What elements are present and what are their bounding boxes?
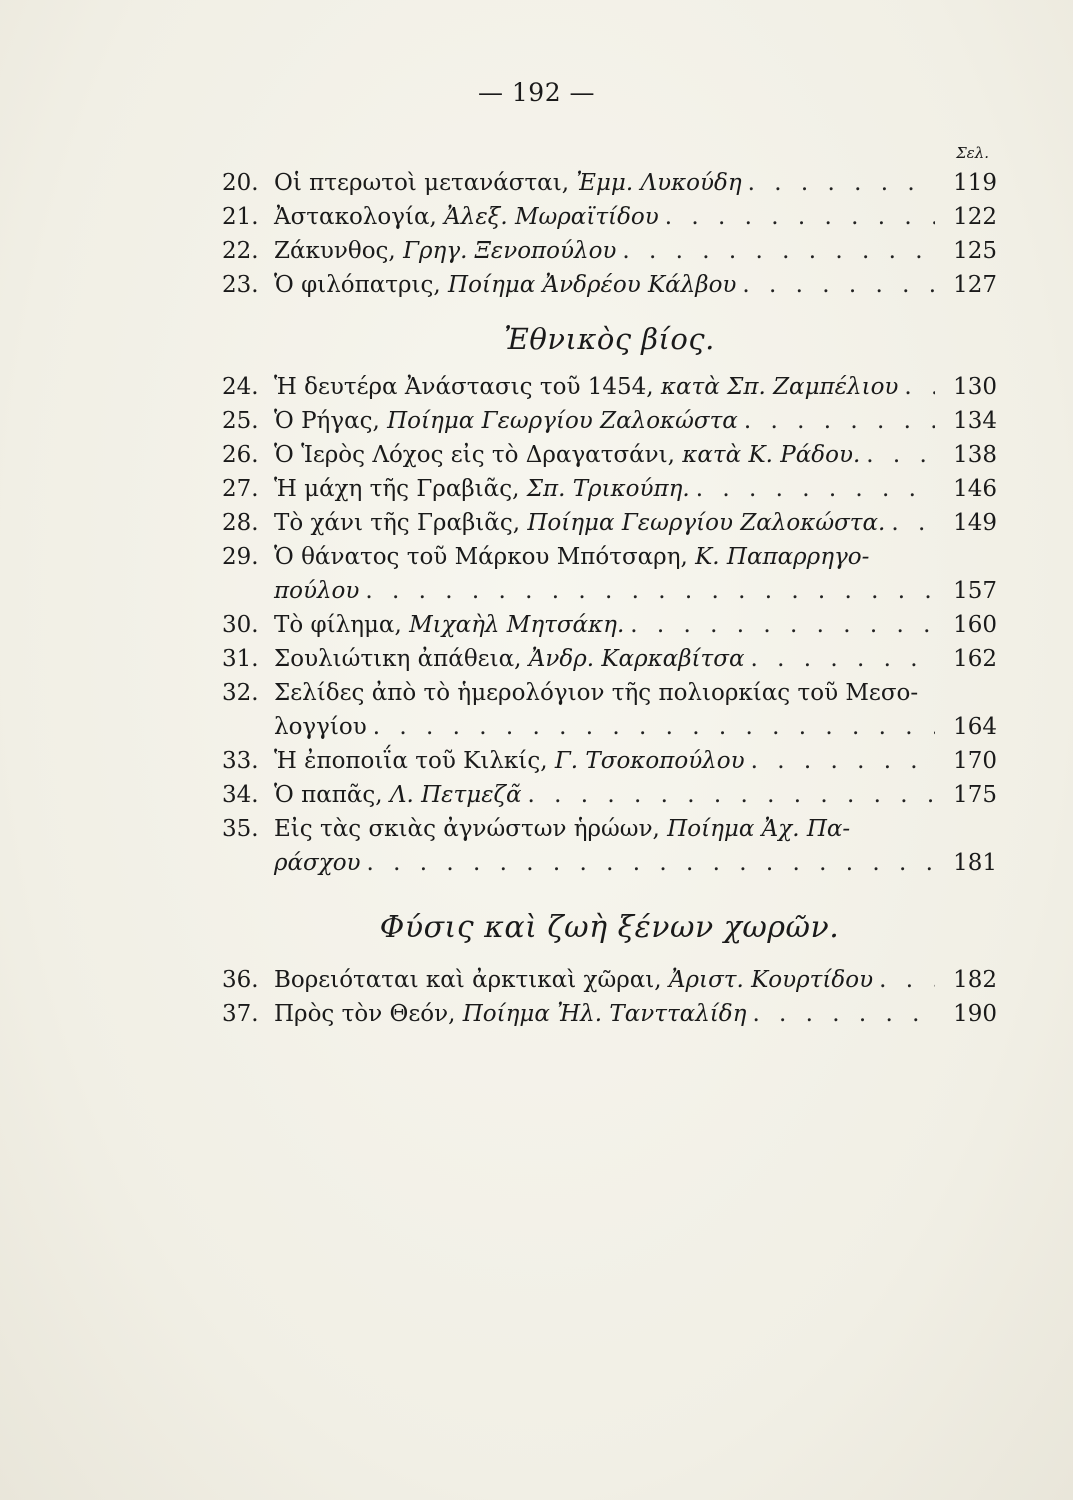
entry-body <box>274 778 941 812</box>
entry-body <box>274 574 941 608</box>
entry-author: Γ. Τσοκοπούλου <box>554 748 745 774</box>
leader-dots <box>742 268 935 302</box>
toc-entry <box>222 676 997 710</box>
entry-title-text: Ἀστακολογία, <box>274 204 445 230</box>
entry-body <box>274 997 941 1031</box>
entry-author: Σπ. Τρικούπη. <box>526 476 690 502</box>
entry-author: Λ. Πετμεζᾶ <box>389 782 522 808</box>
toc-entry <box>222 404 997 438</box>
entry-title <box>274 200 659 234</box>
toc-entry <box>222 472 997 506</box>
entry-title-text: Σουλιώτικη ἀπάθεια, <box>274 646 529 672</box>
toc-entry <box>222 234 997 268</box>
entry-title-text: Τὸ χάνι τῆς Γραβιᾶς, <box>274 510 528 536</box>
entry-number: 37. <box>222 1001 259 1027</box>
leader-dots <box>367 846 935 880</box>
entry-body <box>274 404 941 438</box>
entry-body <box>274 506 941 540</box>
toc-entry <box>222 608 997 642</box>
entry-number: 26. <box>222 442 259 468</box>
entry-page-number: 134 <box>953 408 997 434</box>
toc-entry <box>222 268 997 302</box>
section-title-national-life: Ἐθνικὸς βίος. <box>504 322 715 356</box>
entry-body <box>274 438 941 472</box>
entry-title <box>274 642 744 676</box>
entry-page-number: 160 <box>953 612 997 638</box>
toc-entry <box>222 370 997 404</box>
page-column-label: Σελ. <box>956 144 989 162</box>
entry-number: 35. <box>222 816 259 842</box>
entry-page-number: 119 <box>953 170 997 196</box>
entry-body <box>274 200 941 234</box>
entry-author: Ποίημα Γεωργίου Ζαλοκώστα. <box>527 510 886 536</box>
toc-entry-continuation <box>222 846 997 880</box>
entry-number: 22. <box>222 238 259 264</box>
leader-dots <box>744 404 935 438</box>
entry-body <box>274 676 997 710</box>
entry-number: 27. <box>222 476 259 502</box>
toc-entry <box>222 778 997 812</box>
leader-dots <box>528 778 935 812</box>
entry-body <box>274 812 997 846</box>
leader-dots <box>866 438 935 472</box>
entry-body <box>274 963 941 997</box>
toc-entry <box>222 812 997 846</box>
entry-number: 33. <box>222 748 259 774</box>
entry-author: Ἀνδρ. Καρκαβίτσα <box>528 646 745 672</box>
toc-entry <box>222 506 997 540</box>
toc-group-b <box>222 370 997 880</box>
entry-page-number: 164 <box>953 714 997 740</box>
entry-author: Ποίημα Ἠλ. Ταντταλίδη <box>462 1001 747 1027</box>
leader-dots <box>752 997 935 1031</box>
entry-body <box>274 744 941 778</box>
entry-title <box>274 370 898 404</box>
entry-continuation-text: πούλου <box>274 578 360 604</box>
entry-number: 24. <box>222 374 259 400</box>
entry-author: Ἀριστ. Κουρτίδου <box>668 967 874 993</box>
entry-body <box>274 846 941 880</box>
entry-author: Ποίημα Ἀνδρέου Κάλβου <box>448 272 737 298</box>
toc-entry <box>222 744 997 778</box>
entry-number: 23. <box>222 272 259 298</box>
leader-dots <box>622 234 935 268</box>
entry-continuation-text: ράσχου <box>274 850 361 876</box>
entry-title <box>274 608 624 642</box>
leader-dots <box>373 710 935 744</box>
entry-title-text: Ὁ παπᾶς, <box>274 782 390 808</box>
entry-number: 30. <box>222 612 259 638</box>
entry-title <box>274 963 873 997</box>
entry-body <box>274 540 997 574</box>
entry-title-text: Βορειόταται καὶ ἀρκτικαὶ χῶραι, <box>274 967 669 993</box>
table-of-contents <box>222 140 997 1031</box>
entry-body <box>274 608 941 642</box>
leader-dots <box>365 574 935 608</box>
entry-title-text: Ὁ φιλόπατρις, <box>274 272 449 298</box>
entry-title <box>274 268 736 302</box>
entry-title-text: Ἡ ἐποποιΐα τοῦ Κιλκίς, <box>274 748 555 774</box>
entry-title-text: Σελίδες ἀπὸ τὸ ἡμερολόγιον τῆς πολιορκίας τοῦ Μεσο- <box>274 680 919 706</box>
entry-page-number: 157 <box>953 578 997 604</box>
entry-number: 32. <box>222 680 259 706</box>
toc-entry <box>222 200 997 234</box>
entry-page-number: 190 <box>953 1001 997 1027</box>
leader-dots <box>750 642 935 676</box>
leader-dots <box>751 744 935 778</box>
leader-dots <box>630 608 935 642</box>
entry-body <box>274 166 941 200</box>
toc-entry <box>222 166 997 200</box>
entry-body <box>274 234 941 268</box>
entry-title <box>274 540 869 574</box>
entry-title <box>274 744 745 778</box>
entry-author: κατὰ Σπ. Ζαμπέλιου <box>660 374 899 400</box>
entry-continuation-text: λογγίου <box>274 714 367 740</box>
entry-body <box>274 472 941 506</box>
entry-author: Ἀλεξ. Μωραϊτίδου <box>444 204 659 230</box>
entry-author: Γρηγ. Ξενοπούλου <box>403 238 617 264</box>
entry-title <box>274 438 860 472</box>
entry-title-text: Τὸ φίλημα, <box>274 612 410 638</box>
entry-page-number: 170 <box>953 748 997 774</box>
leader-dots <box>891 506 935 540</box>
entry-page-number: 146 <box>953 476 997 502</box>
entry-title <box>274 404 738 438</box>
leader-dots <box>879 963 935 997</box>
entry-title-text: Ὁ Ρήγας, <box>274 408 388 434</box>
entry-page-number: 122 <box>953 204 997 230</box>
entry-page-number: 175 <box>953 782 997 808</box>
leader-dots <box>748 166 935 200</box>
leader-dots <box>665 200 935 234</box>
entry-number: 36. <box>222 967 259 993</box>
toc-entry <box>222 642 997 676</box>
leader-dots <box>696 472 935 506</box>
entry-title-text: Ἡ μάχη τῆς Γραβιᾶς, <box>274 476 527 502</box>
toc-entry <box>222 997 997 1031</box>
entry-title-text: Ἡ δευτέρα Ἀνάστασις τοῦ 1454, <box>274 374 661 400</box>
entry-page-number: 181 <box>953 850 997 876</box>
entry-number: 31. <box>222 646 259 672</box>
entry-title <box>274 234 616 268</box>
entry-page-number: 127 <box>953 272 997 298</box>
entry-title <box>274 166 742 200</box>
entry-body <box>274 268 941 302</box>
entry-body <box>274 642 941 676</box>
entry-title-text: Οἱ πτερωτοὶ μετανάσται, <box>274 170 577 196</box>
entry-title <box>274 812 850 846</box>
toc-entry-continuation <box>222 710 997 744</box>
entry-page-number: 130 <box>953 374 997 400</box>
toc-group-a <box>222 166 997 302</box>
entry-author: Ποίημα Γεωργίου Ζαλοκώστα <box>387 408 738 434</box>
entry-number: 20. <box>222 170 259 196</box>
entry-page-number: 182 <box>953 967 997 993</box>
entry-page-number: 125 <box>953 238 997 264</box>
section-title-foreign-lands: Φύσις καὶ ζωὴ ξένων χωρῶν. <box>379 910 840 945</box>
toc-entry <box>222 963 997 997</box>
entry-author: Κ. Παπαρρηγο- <box>695 544 870 570</box>
entry-title-text: Εἰς τὰς σκιὰς ἀγνώστων ἡρώων, <box>274 816 668 842</box>
leader-dots <box>904 370 935 404</box>
entry-author: Ποίημα Ἀχ. Πα- <box>667 816 851 842</box>
entry-number: 34. <box>222 782 259 808</box>
entry-page-number: 138 <box>953 442 997 468</box>
toc-entry <box>222 540 997 574</box>
entry-title <box>274 676 918 710</box>
entry-title-text: Ζάκυνθος, <box>274 238 404 264</box>
entry-author: κατὰ Κ. Ράδου. <box>682 442 861 468</box>
entry-author: Μιχαὴλ Μητσάκη. <box>409 612 625 638</box>
toc-entry-continuation <box>222 574 997 608</box>
entry-title-text: Ὁ Ἱερὸς Λόχος εἰς τὸ Δραγατσάνι, <box>274 442 683 468</box>
entry-number: 28. <box>222 510 259 536</box>
entry-title <box>274 472 690 506</box>
toc-entry <box>222 438 997 472</box>
entry-number: 29. <box>222 544 259 570</box>
entry-title-text: Πρὸς τὸν Θεόν, <box>274 1001 463 1027</box>
entry-title <box>274 997 746 1031</box>
entry-title <box>274 506 885 540</box>
entry-page-number: 162 <box>953 646 997 672</box>
toc-group-c <box>222 963 997 1031</box>
entry-body <box>274 710 941 744</box>
entry-body <box>274 370 941 404</box>
page-number: — 192 — <box>477 78 596 107</box>
entry-number: 25. <box>222 408 259 434</box>
entry-number: 21. <box>222 204 259 230</box>
entry-title <box>274 778 522 812</box>
entry-title-text: Ὁ θάνατος τοῦ Μάρκου Μπότσαρη, <box>274 544 696 570</box>
entry-page-number: 149 <box>953 510 997 536</box>
entry-author: Ἐμμ. Λυκούδη <box>576 170 742 196</box>
